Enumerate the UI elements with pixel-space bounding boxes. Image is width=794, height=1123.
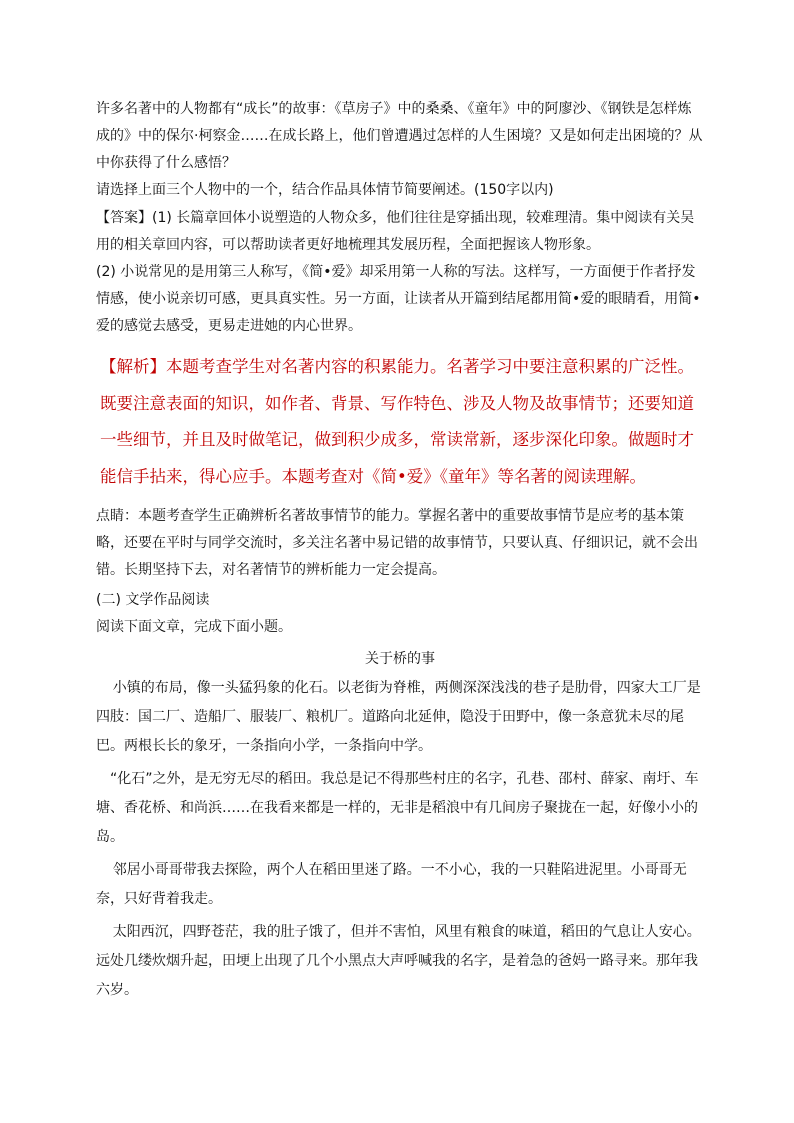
question-prompt: 许多名著中的人物都有“成长”的故事：《草房子》中的桑桑、《童年》中的阿廖沙、《钢铁是怎样炼成的》中的保尔·柯察金……在成长路上，他们曾遭遇过怎样的人生困境？又是如何走出困境的？从中你获得了什么感悟？ — [96, 101, 703, 171]
analysis-block — [96, 349, 704, 495]
story-paragraph-1: 小镇的布局，像一头猛犸象的化石。以老街为脊椎，两侧深深浅浅的巷子是肋骨，四家大工厂是四肢：国二厂、造船厂、服装厂、粮机厂。道路向北延伸，隐没于田野中，像一条意犹未尽的尾巴。两根长长的象牙，一条指向小学，一条指向中学。 — [96, 680, 701, 754]
story-paragraph-3: 邻居小哥哥带我去探险，两个人在稻田里迷了路。一不小心，我的一只鞋陷进泥里。小哥哥无奈，只好背着我走。 — [96, 862, 687, 907]
answer-label: 【答案】 — [96, 210, 152, 226]
story-paragraph-2: “化石”之外，是无穷无尽的稻田。我总是记不得那些村庄的名字，孔巷、邵村、薛家、南圩、车塘、香花桥、和尚浜……在我看来都是一样的，无非是稻浪中有几间房子聚拢在一起，好像小小的岛。 — [96, 771, 699, 845]
section-instruction: 阅读下面文章，完成下面小题。 — [96, 619, 292, 635]
question-instruction: 请选择上面三个人物中的一个，结合作品具体情节简要阐述。(150字以内) — [96, 182, 554, 198]
section-heading: (二) 文学作品阅读 — [96, 592, 210, 608]
analysis-label: 【解析】 — [100, 357, 166, 376]
answer-item-2: (2) 小说常见的是用第三人称写，《简•爱》却采用第一人称的写法。这样写，一方面便于作者抒发情感，使小说亲切可感，更具真实性。另一方面，让读者从开篇到结尾都用简•爱的眼睛看，用简•爱的感觉去感受，更易走进她的内心世界。 — [96, 264, 701, 334]
analysis-text: 本题考查学生对名著内容的积累能力。名著学习中要注意积累的广泛性。既要注意表面的知识，如作者、背景、写作特色、涉及人物及故事情节；还要知道一些细节，并且及时做笔记，做到积少成多，常读常新，逐步深化印象。做题时才能信手拈来，得心应手。本题考查对《简•爱》《童年》等名著的阅读理解。 — [100, 357, 694, 486]
dianjing-note: 点睛：本题考查学生正确辨析名著故事情节的能力。掌握名著中的重要故事情节是应考的基本策略，还要在平时与同学交流时，多关注名著中易记错的故事情节，只要认真、仔细识记，就不会出错。长期坚持下去，对名著情节的辨析能力一定会提高。 — [96, 508, 698, 578]
answer-item-1 — [96, 205, 704, 259]
story-paragraph-4: 太阳西沉，四野苍茫，我的肚子饿了，但并不害怕，风里有粮食的味道，稻田的气息让人安心。远处几缕炊烟升起，田埂上出现了几个小黑点大声呼喊我的名字，是着急的爸妈一路寻来。那年我六岁。 — [96, 924, 701, 998]
answer-item-1-text: (1) 长篇章回体小说塑造的人物众多，他们往往是穿插出现，较难理清。集中阅读有关吴用的相关章回内容，可以帮助读者更好地梳理其发展历程，全面把握该人物形象。 — [96, 210, 695, 253]
article-title: 关于桥的事 — [365, 651, 435, 667]
